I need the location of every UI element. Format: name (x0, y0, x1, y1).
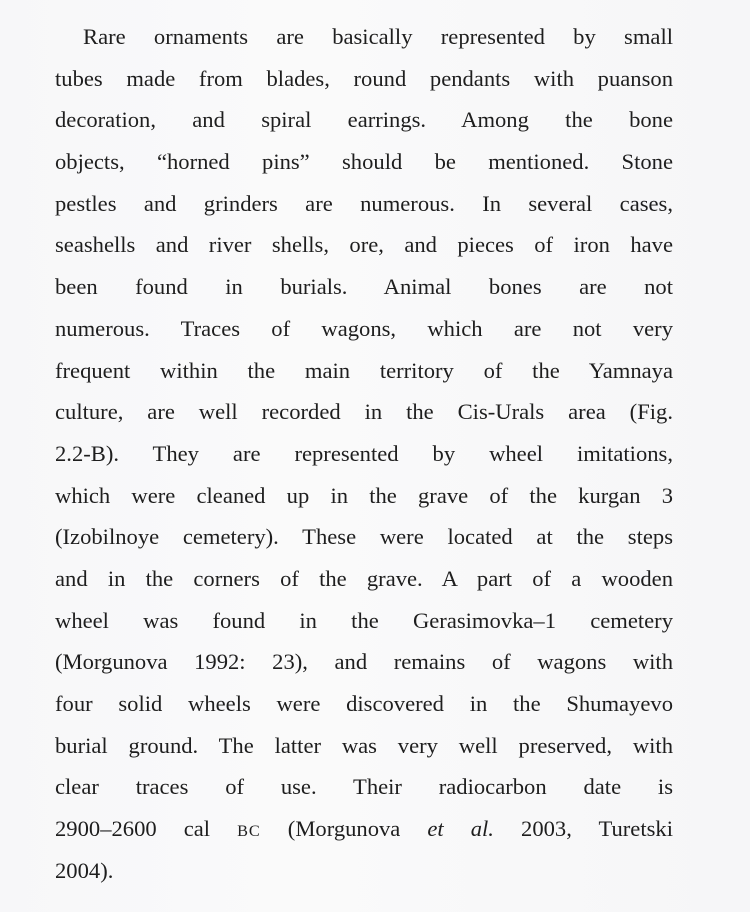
text-line: decoration, and spiral earrings. Among the bone (55, 107, 673, 133)
text-line: (Morgunova 1992: 23), and remains of wagons with (55, 649, 673, 675)
text-line: tubes made from blades, round pendants with puanson (55, 65, 673, 91)
text-line-date (55, 808, 673, 850)
text-page (55, 16, 673, 891)
text-line: pestles and grinders are numerous. In several cases, (55, 190, 673, 216)
text-line: 2.2-B). They are represented by wheel imitations, (55, 440, 673, 466)
text-line: culture, are well recorded in the Cis-Urals area (Fig. (55, 399, 673, 425)
citation-tail: 2003, Turetski (521, 816, 673, 842)
text-line: clear traces of use. Their radiocarbon date is (55, 774, 673, 800)
text-line: (Izobilnoye cemetery). These were located at the steps (55, 524, 673, 550)
date-range-text: 2900–2600 cal (55, 816, 211, 842)
citation-author: (Morgunova (287, 816, 401, 842)
text-line: objects, “horned pins” should be mentioned. Stone (55, 149, 673, 175)
body-paragraph (55, 16, 673, 891)
text-line: Rare ornaments are basically represented by small (83, 24, 673, 49)
text-line: and in the corners of the grave. A part of a wooden (55, 565, 673, 591)
text-line: four solid wheels were discovered in the Shumayevo (55, 691, 673, 716)
text-line: frequent within the main territory of the Yamnaya (55, 357, 673, 383)
era-smallcaps: BC (237, 822, 261, 841)
text-line: been found in burials. Animal bones are not (55, 274, 673, 300)
text-line: which were cleaned up in the grave of the kurgan 3 (55, 482, 673, 508)
text-line: 2004). (55, 857, 114, 883)
citation-et-al: et al. (427, 816, 494, 842)
text-line: numerous. Traces of wagons, which are not very (55, 315, 673, 341)
text-line: burial ground. The latter was very well preserved, with (55, 732, 673, 758)
text-line: seashells and river shells, ore, and pieces of iron have (55, 232, 673, 258)
text-line: wheel was found in the Gerasimovka–1 cemetery (55, 607, 673, 633)
